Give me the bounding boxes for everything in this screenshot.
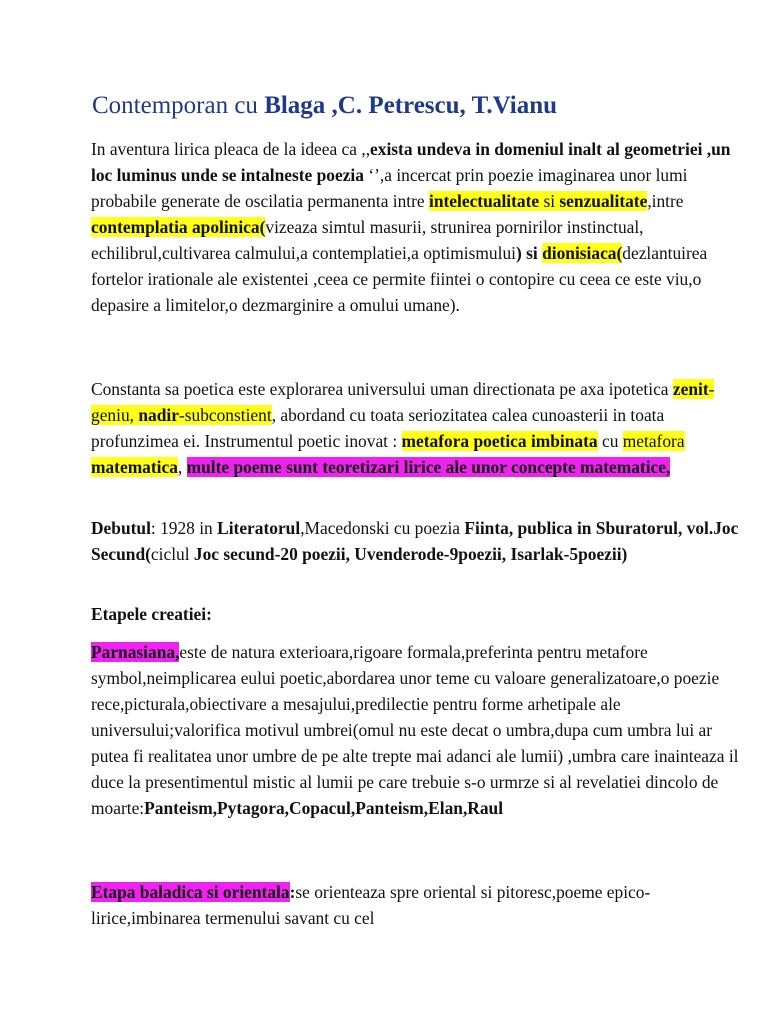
- text-span: , abordand cu toata seriozitatea calea cunoasterii in toata profunzimea ei. Instrumentul poetic inovat :: [91, 405, 665, 451]
- text-span: : 1928 in: [150, 518, 218, 538]
- highlight-yellow: matematica: [91, 457, 178, 477]
- title-plain: Contemporan cu: [92, 92, 265, 119]
- bold-span: Joc secund-20 poezii, Uvenderode-9poezii, Isarlak-5poezii): [193, 544, 628, 564]
- paragraph-baladica: [91, 879, 751, 931]
- text-span: ‘’,a incercat prin poezie imaginarea unor lumi probabile generate de oscilatia permanenta intre: [91, 165, 688, 211]
- highlight-magenta: Etapa baladica si orientala: [91, 882, 290, 902]
- text-span: cu: [597, 431, 623, 451]
- page-title: [92, 86, 557, 126]
- highlight-yellow: si: [539, 191, 560, 211]
- highlight-yellow: -geniu,: [91, 379, 715, 425]
- highlight-yellow: intelectualitate: [429, 191, 540, 211]
- text-span: este de natura exterioara,rigoare formala,preferinta pentru metafore symbol,neimplicarea eului poetic,abordarea unor teme cu valoare generalizatoare,o poezie rece,picturala,obiectivare a mesajului,predilectie pentru forme arhetipale ale universului;valorifica motivul umbrei(omul nu este decat o umbra,dupa cum umbra lui ar putea fi realitatea unor umbre de pe alte trepte mai adanci ale lumii) ,umbra care inainteaza il duce la presentimentul mistic al lumii pe care trebuie s-o urmrze si al revelatiei dincolo de moarte:: [91, 642, 739, 818]
- text-span: In aventura lirica pleaca de la ideea ca ,,: [91, 139, 371, 159]
- bold-span: ) si: [515, 243, 543, 263]
- text-span: Constanta sa poetica este explorarea universului uman directionata pe axa ipotetica: [91, 379, 673, 399]
- text-span: se orienteaza spre oriental si pitoresc,poeme epico-lirice,imbinarea termenului savant cu cel: [91, 882, 651, 928]
- text-span: vizeaza simtul masurii, strunirea pornirilor instinctual, echilibrul,cultivarea calmului,a contemplatiei,a optimismului: [91, 217, 644, 263]
- highlight-yellow: metafora poetica imbinata: [401, 431, 598, 451]
- text-span: dezlantuirea fortelor irationale ale existentei ,ceea ce permite fiintei o contopire cu ceea ce este viu,o depasire a limitelor,o dezmarginire a omului umane).: [91, 243, 708, 315]
- paragraph-constanta: [91, 376, 751, 480]
- bold-span: Literatorul: [217, 518, 301, 538]
- highlight-yellow: nadir: [138, 405, 179, 425]
- bold-span: Panteism,Pytagora,Copacul,Panteism,Elan,Raul: [144, 798, 504, 818]
- highlight-yellow: -subconstient: [178, 405, 272, 425]
- highlight-magenta: Parnasiana,: [91, 642, 180, 662]
- bold-span: Fiinta, publica in Sburatorul, vol.Joc Secund(: [91, 518, 739, 564]
- bold-span: Debutul: [91, 518, 151, 538]
- heading-text: Etapele creatiei:: [91, 604, 212, 624]
- text-span: ,Macedonski cu poezia: [300, 518, 465, 538]
- highlight-yellow: senzualitate: [559, 191, 648, 211]
- paragraph-parnasiana: [91, 639, 751, 821]
- highlight-yellow: contemplatia apolinica(: [91, 217, 266, 237]
- section-heading: [91, 601, 751, 627]
- highlight-magenta: multe poeme sunt teoretizari lirice ale unor concepte matematice,: [186, 457, 671, 477]
- paragraph-intro: [91, 136, 751, 318]
- title-bold: Blaga ,C. Petrescu, T.Vianu: [264, 92, 558, 119]
- highlight-yellow: metafora: [622, 431, 685, 451]
- highlight-yellow: dionisiaca(: [542, 243, 623, 263]
- text-span: ,: [177, 457, 187, 477]
- bold-span: :: [289, 882, 296, 902]
- paragraph-debut: [91, 515, 751, 567]
- highlight-yellow: zenit: [672, 379, 709, 399]
- bold-span: exista undeva in domeniul inalt al geometriei ,un loc luminus unde se intalneste poezia: [91, 139, 731, 185]
- text-span: ,intre: [647, 191, 684, 211]
- text-span: ciclul: [150, 544, 194, 564]
